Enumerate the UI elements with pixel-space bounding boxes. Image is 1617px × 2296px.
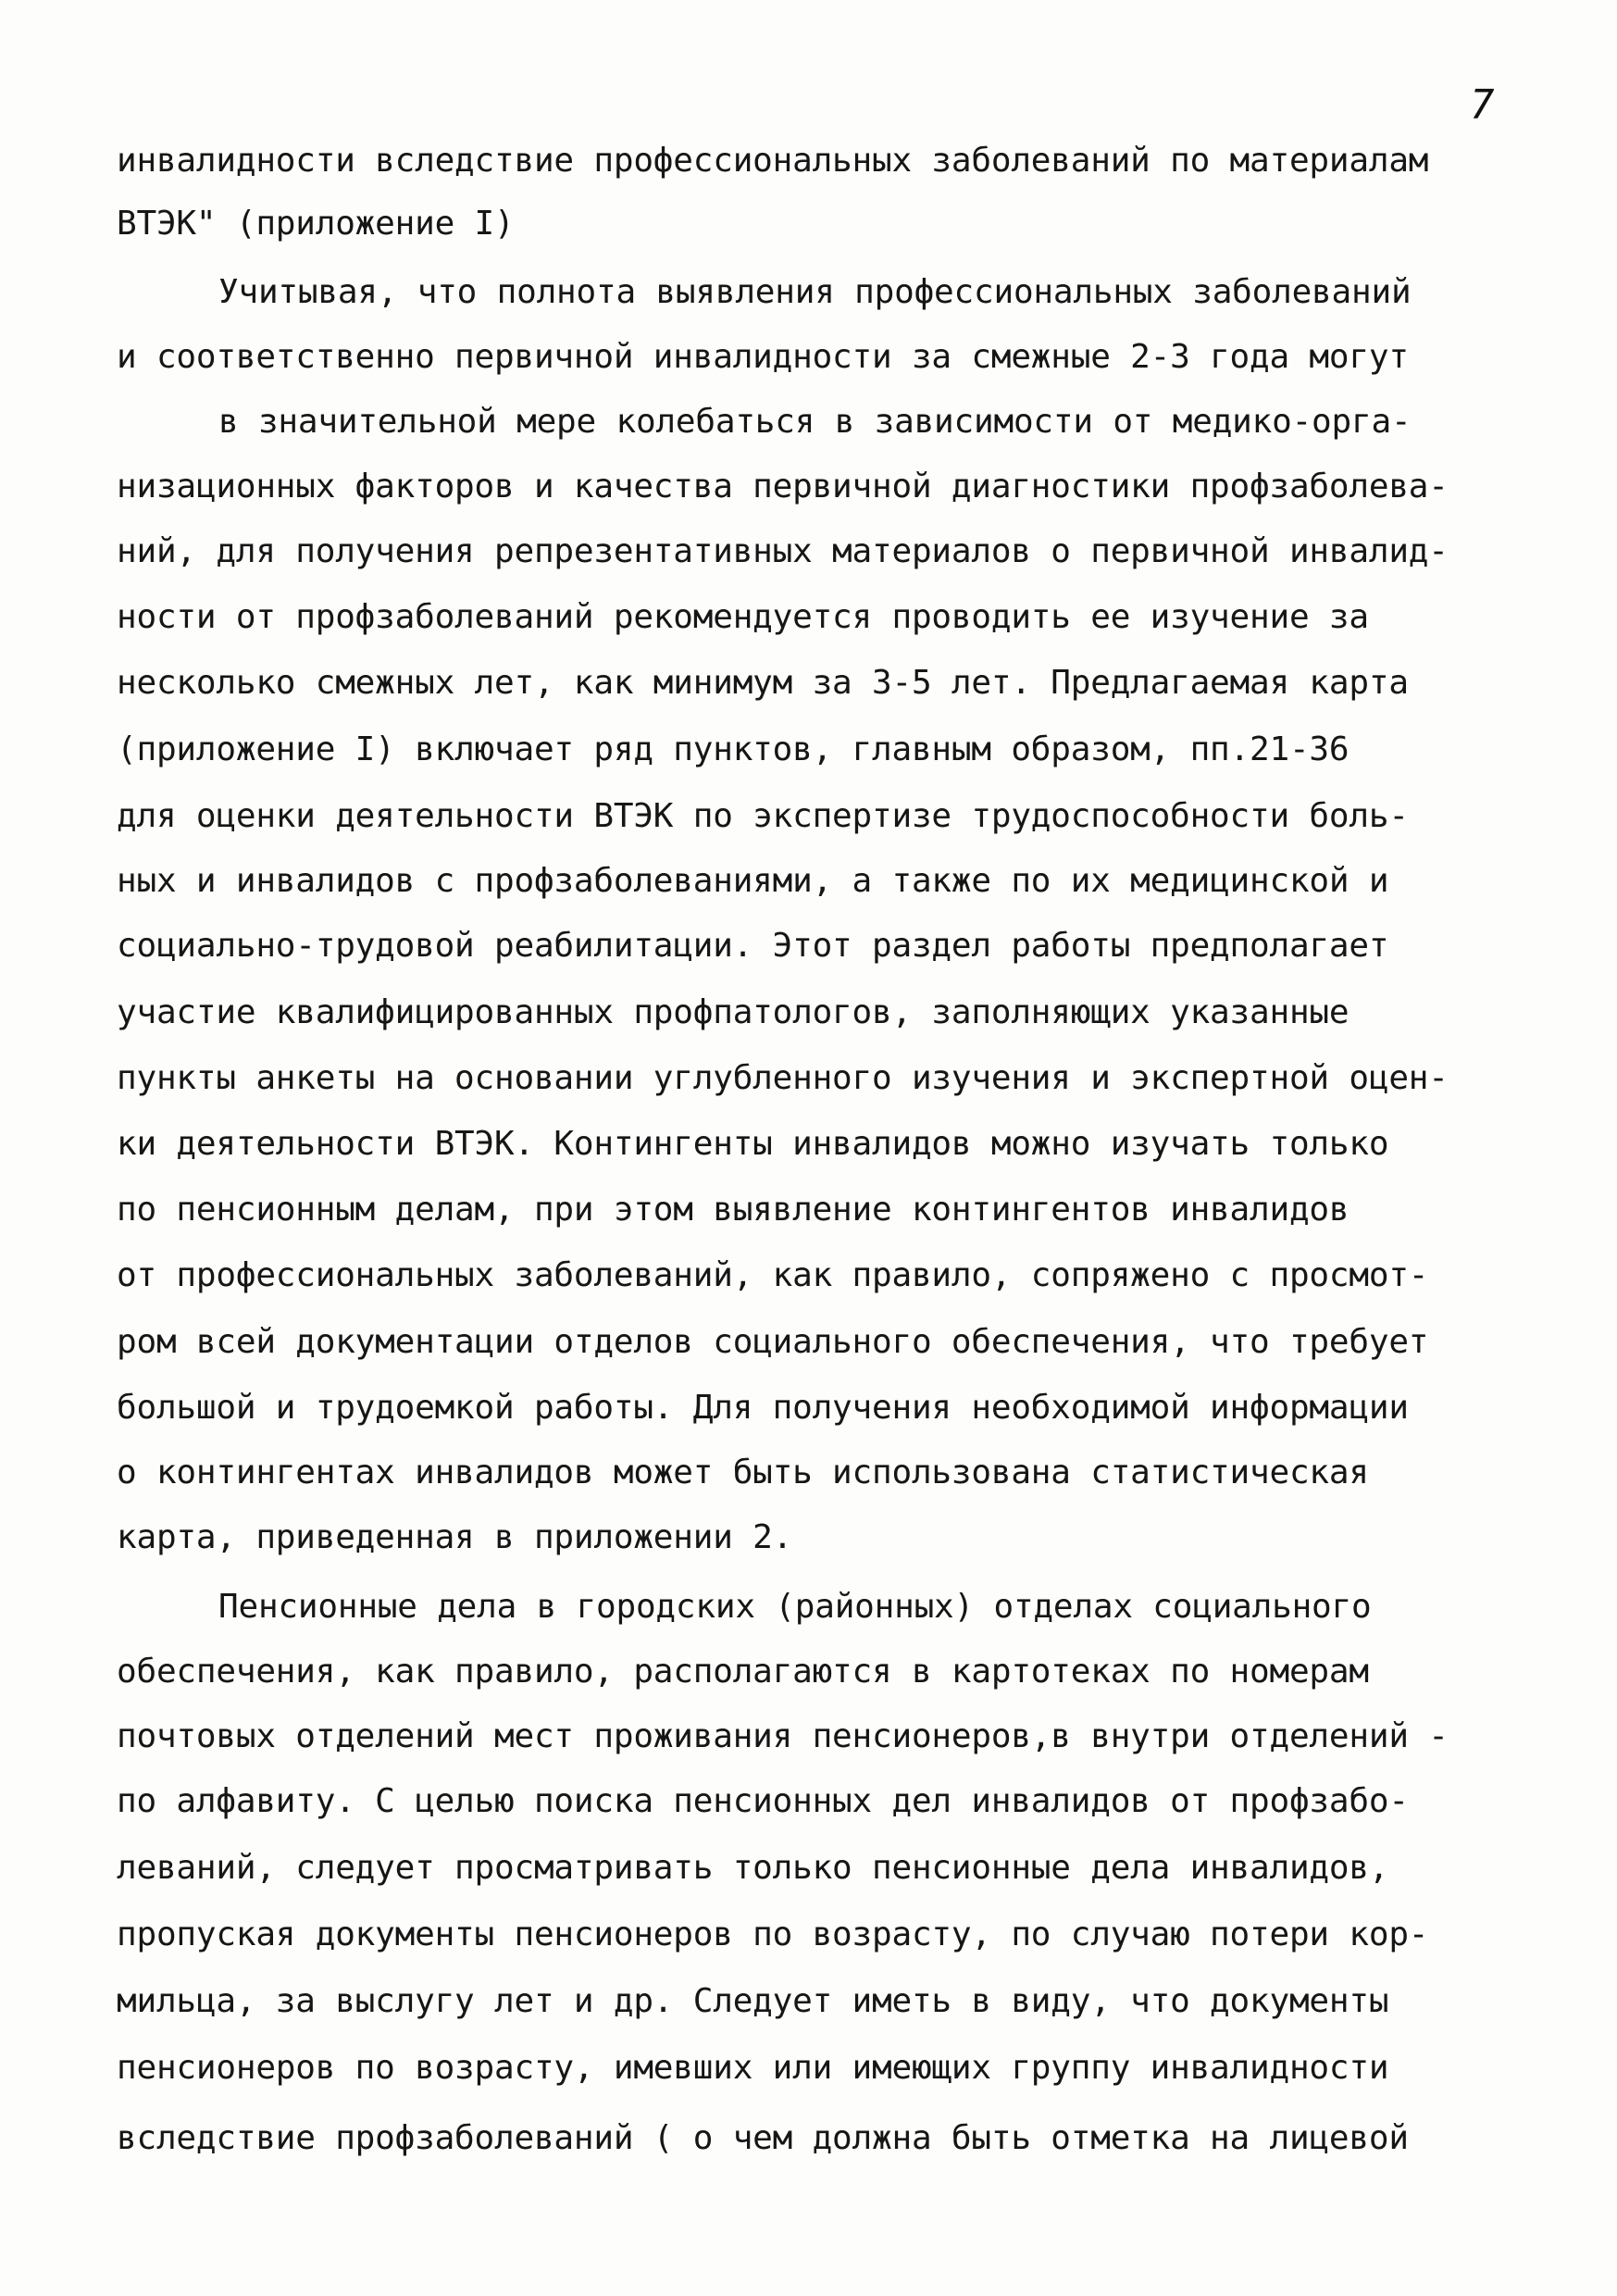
text-line: от профессиональных заболеваний, как правило, сопряжено с просмот- (117, 1256, 1429, 1294)
text-line: и соответственно первичной инвалидности за смежные 2-3 года могут (117, 338, 1409, 376)
page-number: 7 (1470, 81, 1495, 129)
text-line: мильца, за выслугу лет и др. Следует иметь в виду, что документы (117, 1982, 1389, 2020)
text-line: большой и трудоемкой работы. Для получения необходимой информации (117, 1389, 1409, 1427)
text-line: почтовых отделений мест проживания пенсионеров,в внутри отделений - (117, 1717, 1449, 1755)
text-line: ных и инвалидов с профзаболеваниями, а также по их медицинской и (117, 862, 1389, 900)
text-line: Пенсионные дела в городских (районных) отделах социального (218, 1588, 1372, 1626)
text-line: о контингентах инвалидов может быть использована статистическая (117, 1454, 1369, 1491)
text-line: пенсионеров по возрасту, имевших или имеющих группу инвалидности (117, 2049, 1389, 2087)
text-line: несколько смежных лет, как минимум за 3-5 лет. Предлагаемая карта (117, 664, 1409, 702)
text-line: Учитывая, что полнота выявления профессиональных заболеваний (218, 273, 1412, 311)
text-line: леваний, следует просматривать только пенсионные дела инвалидов, (117, 1849, 1389, 1887)
text-line: социально-трудовой реабилитации. Этот раздел работы предполагает (117, 927, 1389, 965)
text-line: карта, приведенная в приложении 2. (117, 1518, 793, 1556)
text-line: по алфавиту. С целью поиска пенсионных дел инвалидов от профзабо- (117, 1782, 1409, 1820)
text-line: (приложение I) включает ряд пунктов, главным образом, пп.21-36 (117, 730, 1350, 768)
text-line: ки деятельности ВТЭК. Контингенты инвалидов можно изучать только (117, 1125, 1389, 1163)
text-line: ВТЭК" (приложение I) (117, 205, 515, 243)
text-line: инвалидности вследствие профессиональных заболеваний по материалам (117, 142, 1429, 180)
text-line: пункты анкеты на основании углубленного изучения и экспертной оцен- (117, 1059, 1449, 1097)
text-line: для оценки деятельности ВТЭК по экспертизе трудоспособности боль- (117, 797, 1409, 835)
text-line: ний, для получения репрезентативных материалов о первичной инвалид- (117, 532, 1449, 570)
text-line: ности от профзаболеваний рекомендуется проводить ее изучение за (117, 598, 1369, 636)
text-line: обеспечения, как правило, располагаются в картотеках по номерам (117, 1653, 1369, 1691)
text-line: низационных факторов и качества первичной диагностики профзаболева- (117, 468, 1449, 505)
text-line: в значительной мере колебаться в зависимости от медико-орга- (218, 403, 1412, 441)
text-line: вследствие профзаболеваний ( о чем должна быть отметка на лицевой (117, 2119, 1409, 2157)
text-line: участие квалифицированных профпатологов, заполняющих указанные (117, 993, 1350, 1031)
text-line: по пенсионным делам, при этом выявление контингентов инвалидов (117, 1191, 1350, 1229)
text-line: пропуская документы пенсионеров по возрасту, по случаю потери кор- (117, 1915, 1429, 1953)
text-line: ром всей документации отделов социального обеспечения, что требует (117, 1323, 1429, 1361)
